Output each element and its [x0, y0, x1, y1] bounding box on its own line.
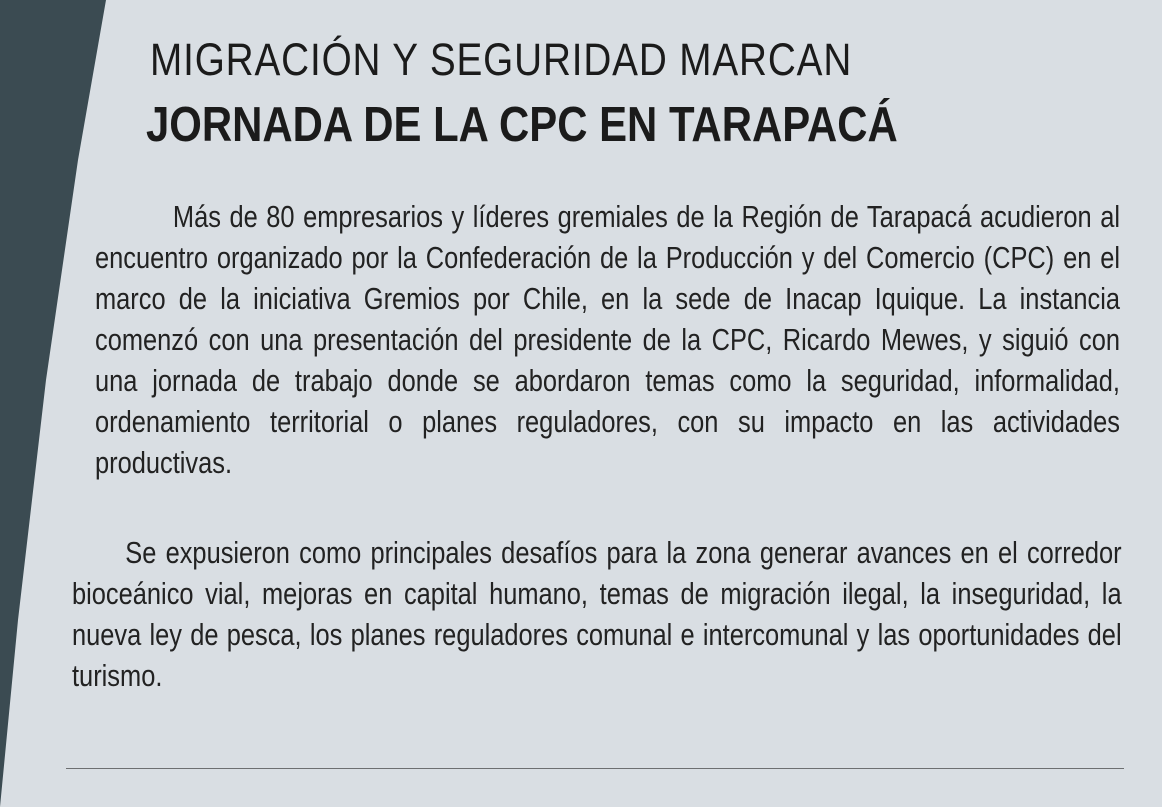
- article-paragraph-1: Más de 80 empresarios y líderes gremiales de la Región de Tarapacá acudieron al encuentro organizado por la Confederación de la Producción y del Comercio (CPC) en el marco de la iniciativa Gremios por Chile, en la sede de Inacap Iquique. La instancia comenzó con una presentación del presidente de la CPC, Ricardo Mewes, y siguió con una jornada de trabajo donde se abordaron temas como la seguridad, informalidad, ordenamiento territorial o planes reguladores, con su impacto en las actividades productivas.: [95, 199, 1120, 480]
- article-paragraph-2: Se expusieron como principales desafíos para la zona generar avances en el corredor bioceánico vial, mejoras en capital humano, temas de migración ilegal, la inseguridad, la nueva ley de pesca, los planes reguladores comunal e intercomunal y las oportunidades del turismo.: [72, 535, 1122, 693]
- headline-line-2: JORNADA DE LA CPC EN TARAPACÁ: [146, 98, 898, 152]
- bottom-divider: [66, 768, 1124, 769]
- headline-line-1: MIGRACIÓN Y SEGURIDAD MARCAN: [150, 34, 853, 85]
